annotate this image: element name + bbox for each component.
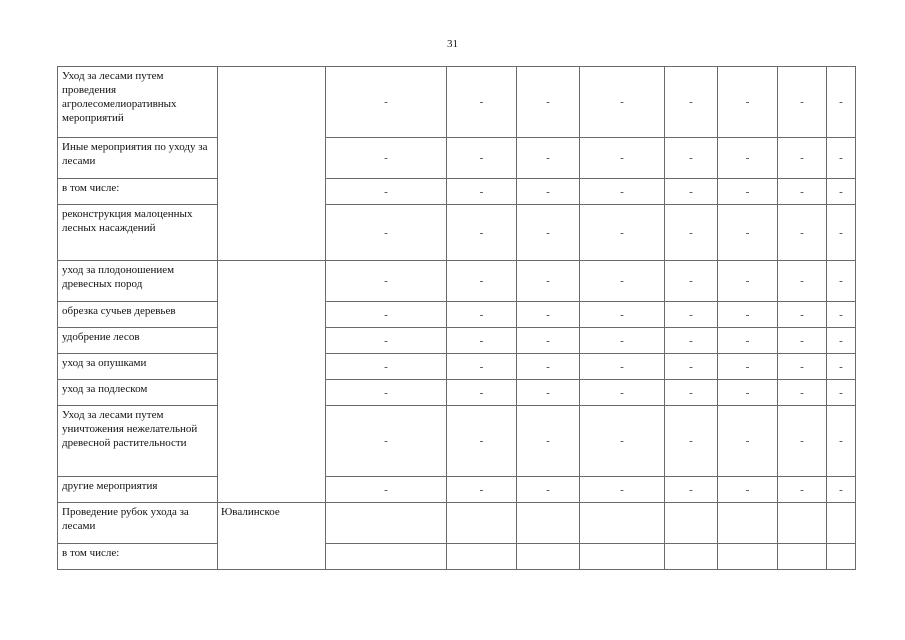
value-cell: - — [778, 138, 827, 179]
value-cell: - — [580, 406, 665, 477]
row-label: Иные мероприятия по уходу за лесами — [58, 138, 218, 179]
value-cell: - — [447, 179, 517, 205]
table-row — [58, 205, 856, 261]
value-cell: - — [778, 179, 827, 205]
value-cell: - — [517, 354, 580, 380]
value-cell: - — [718, 380, 778, 406]
value-cell: - — [665, 380, 718, 406]
value-cell: - — [665, 477, 718, 503]
value-cell: - — [447, 380, 517, 406]
value-cell: - — [827, 477, 856, 503]
row-label: в том числе: — [58, 544, 218, 570]
value-cell: - — [665, 406, 718, 477]
value-cell: - — [827, 261, 856, 302]
forestry-name-cell: Ювалинское — [218, 503, 326, 570]
row-label: другие мероприятия — [58, 477, 218, 503]
value-cell: - — [580, 354, 665, 380]
row-label: удобрение лесов — [58, 328, 218, 354]
value-cell: - — [517, 380, 580, 406]
table-row — [58, 261, 856, 302]
value-cell: - — [580, 179, 665, 205]
value-cell: - — [326, 477, 447, 503]
value-cell: - — [778, 328, 827, 354]
value-cell: - — [580, 67, 665, 138]
value-cell: - — [718, 179, 778, 205]
empty-value-cell — [665, 544, 718, 570]
value-cell: - — [827, 205, 856, 261]
value-cell: - — [517, 67, 580, 138]
value-cell: - — [447, 302, 517, 328]
row-label: обрезка сучьев деревьев — [58, 302, 218, 328]
value-cell: - — [718, 205, 778, 261]
value-cell: - — [580, 380, 665, 406]
table-row — [58, 138, 856, 179]
row-label: уход за опушками — [58, 354, 218, 380]
table-row — [58, 354, 856, 380]
value-cell: - — [827, 179, 856, 205]
value-cell: - — [517, 205, 580, 261]
value-cell: - — [447, 205, 517, 261]
value-cell: - — [517, 179, 580, 205]
value-cell: - — [665, 67, 718, 138]
table-row — [58, 406, 856, 477]
value-cell: - — [665, 328, 718, 354]
value-cell: - — [326, 205, 447, 261]
value-cell: - — [326, 138, 447, 179]
empty-value-cell — [580, 544, 665, 570]
value-cell: - — [447, 328, 517, 354]
value-cell: - — [718, 67, 778, 138]
row-label: уход за плодоношением древесных пород — [58, 261, 218, 302]
value-cell: - — [827, 406, 856, 477]
value-cell: - — [447, 138, 517, 179]
empty-value-cell — [718, 544, 778, 570]
value-cell: - — [665, 179, 718, 205]
value-cell: - — [447, 477, 517, 503]
value-cell: - — [827, 380, 856, 406]
empty-value-cell — [718, 503, 778, 544]
value-cell: - — [778, 380, 827, 406]
value-cell: - — [827, 354, 856, 380]
value-cell: - — [778, 261, 827, 302]
value-cell: - — [827, 328, 856, 354]
value-cell: - — [718, 302, 778, 328]
table-row — [58, 477, 856, 503]
value-cell: - — [447, 261, 517, 302]
value-cell: - — [326, 261, 447, 302]
empty-value-cell — [326, 503, 447, 544]
value-cell: - — [718, 138, 778, 179]
value-cell: - — [326, 380, 447, 406]
empty-value-cell — [517, 544, 580, 570]
value-cell: - — [580, 205, 665, 261]
value-cell: - — [580, 261, 665, 302]
value-cell: - — [778, 302, 827, 328]
value-cell: - — [827, 138, 856, 179]
table-row — [58, 328, 856, 354]
value-cell: - — [778, 354, 827, 380]
value-cell: - — [580, 138, 665, 179]
row-label: Проведение рубок ухода за лесами — [58, 503, 218, 544]
empty-value-cell — [778, 503, 827, 544]
empty-value-cell — [665, 503, 718, 544]
value-cell: - — [665, 261, 718, 302]
value-cell: - — [718, 477, 778, 503]
value-cell: - — [718, 261, 778, 302]
value-cell: - — [517, 328, 580, 354]
value-cell: - — [827, 302, 856, 328]
value-cell: - — [778, 205, 827, 261]
forestry-cell — [218, 261, 326, 503]
value-cell: - — [517, 302, 580, 328]
value-cell: - — [665, 302, 718, 328]
value-cell: - — [517, 477, 580, 503]
empty-value-cell — [447, 503, 517, 544]
value-cell: - — [665, 354, 718, 380]
row-label: в том числе: — [58, 179, 218, 205]
value-cell: - — [326, 302, 447, 328]
table-row — [58, 544, 856, 570]
row-label: уход за подлеском — [58, 380, 218, 406]
value-cell: - — [827, 67, 856, 138]
row-label: реконструкция малоценных лесных насаждений — [58, 205, 218, 261]
empty-value-cell — [778, 544, 827, 570]
value-cell: - — [326, 354, 447, 380]
row-label: Уход за лесами путем уничтожения нежелательной древесной растительности — [58, 406, 218, 477]
table-row — [58, 503, 856, 544]
value-cell: - — [326, 406, 447, 477]
value-cell: - — [580, 302, 665, 328]
value-cell: - — [718, 406, 778, 477]
table-row — [58, 179, 856, 205]
value-cell: - — [447, 67, 517, 138]
value-cell: - — [778, 406, 827, 477]
empty-value-cell — [447, 544, 517, 570]
table-row — [58, 380, 856, 406]
value-cell: - — [665, 205, 718, 261]
value-cell: - — [778, 477, 827, 503]
value-cell: - — [517, 261, 580, 302]
forestry-cell — [218, 67, 326, 261]
value-cell: - — [580, 477, 665, 503]
page-number: 31 — [447, 38, 458, 50]
table-row — [58, 302, 856, 328]
value-cell: - — [778, 67, 827, 138]
row-label: Уход за лесами путем проведения агролесомелиоративных мероприятий — [58, 67, 218, 138]
empty-value-cell — [326, 544, 447, 570]
value-cell: - — [326, 328, 447, 354]
value-cell: - — [447, 354, 517, 380]
empty-value-cell — [827, 544, 856, 570]
value-cell: - — [326, 67, 447, 138]
table-body — [58, 67, 856, 570]
value-cell: - — [447, 406, 517, 477]
value-cell: - — [718, 328, 778, 354]
value-cell: - — [718, 354, 778, 380]
value-cell: - — [517, 406, 580, 477]
forest-care-table — [57, 66, 856, 570]
value-cell: - — [580, 328, 665, 354]
table-row — [58, 67, 856, 138]
value-cell: - — [517, 138, 580, 179]
empty-value-cell — [827, 503, 856, 544]
empty-value-cell — [580, 503, 665, 544]
empty-value-cell — [517, 503, 580, 544]
value-cell: - — [326, 179, 447, 205]
value-cell: - — [665, 138, 718, 179]
